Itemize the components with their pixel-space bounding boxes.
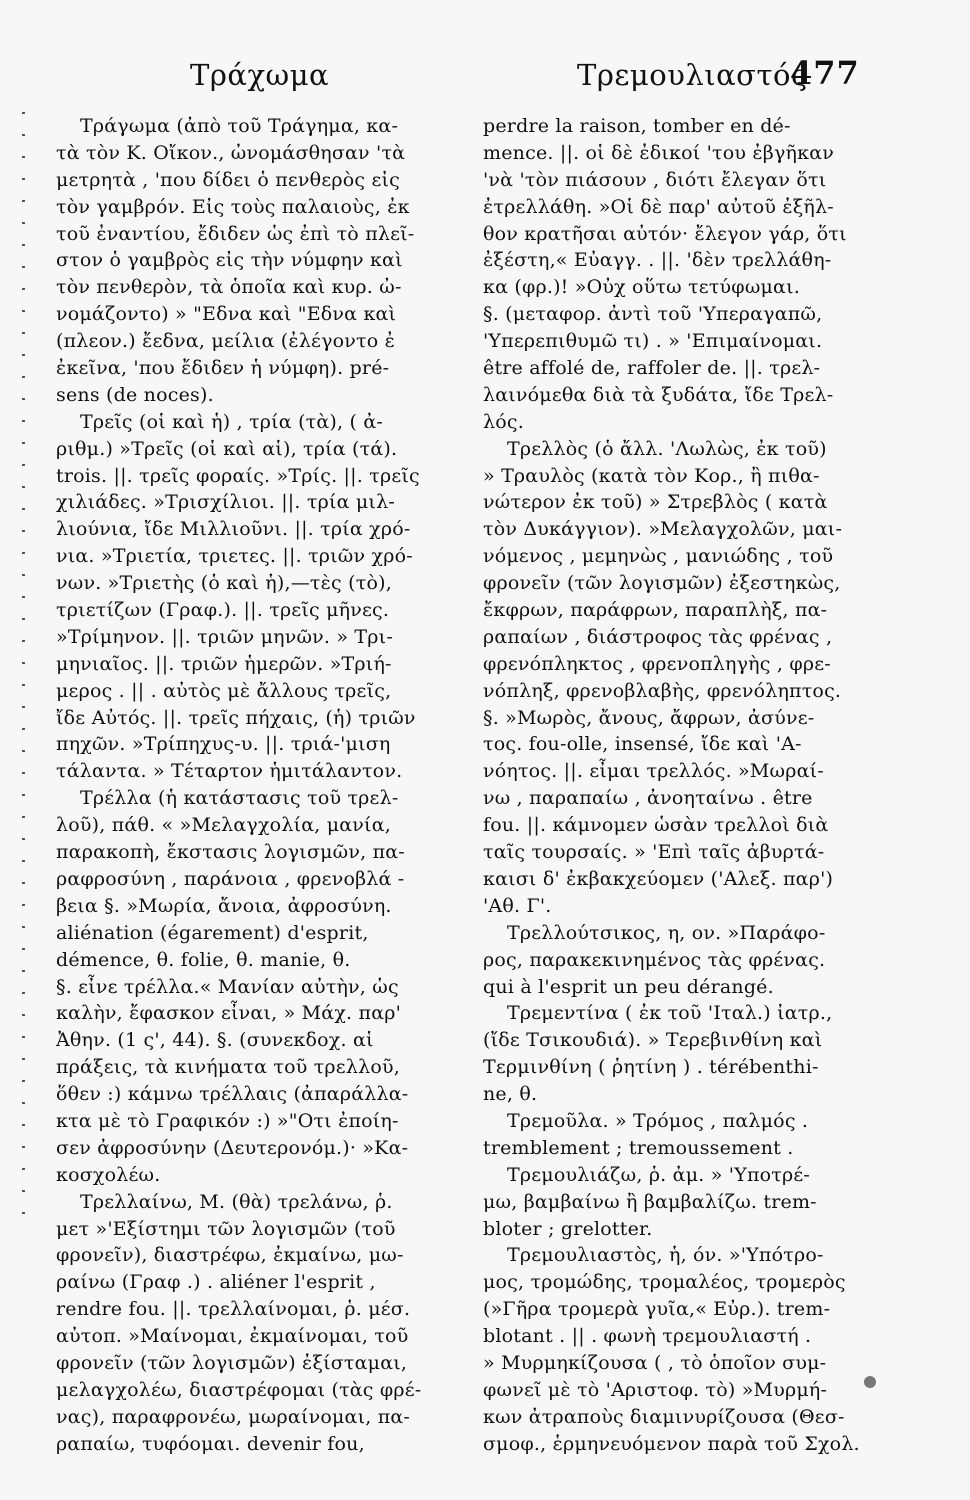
text-line: πηχῶν. »Τρίπηχυς-υ. ||. τριά-'μιση [56, 733, 391, 756]
text-line: μος, τρομώδης, τρομαλέος, τρομερὸς [483, 1271, 846, 1294]
text-line: tremblement ; tremoussement . [483, 1136, 794, 1159]
text-line: μετρητὰ , 'που δίδει ὁ πενθερὸς εἰς [56, 168, 400, 191]
text-line: Τρέλλα (ἡ κατάστασις τοῦ τρελ- [80, 787, 399, 810]
text-line: μω, βαμβαίνω ἢ βαμβαλίζω. trem- [483, 1190, 817, 1213]
text-line: μετ »'Εξίστημι τῶν λογισμῶν (τοῦ [56, 1217, 396, 1240]
text-line: sens (de noces). [56, 383, 214, 406]
text-line: νομάζοντο) » "Εδνα καὶ "Εδνα καὶ [56, 303, 397, 326]
text-line: Τρελλαίνω, Μ. (θὰ) τρελάνω, ῥ. [80, 1190, 393, 1213]
text-line: ραπαίων , διάστροφος τὰς φρένας , [483, 625, 833, 648]
text-line: ἐτρελλάθη. »Οἱ δὲ παρ' αὐτοῦ ἐξῆλ- [483, 195, 834, 218]
text-line: λαινόμεθα διὰ τὰ ξυδάτα, ἴδε Τρελ- [483, 383, 834, 406]
text-line: Τρεμουλιαστὸς, ἡ, όν. »'Υπότρο- [507, 1244, 824, 1267]
text-line: ταῖς τουρσαίς. » 'Επὶ ταῖς ἀβυρτά- [483, 841, 825, 864]
text-line: τὸν Δυκάγγιον). »Μελαγχολῶν, μαι- [483, 518, 843, 541]
left-text-column [56, 113, 476, 1458]
text-line: τος. fou-olle, insensé, ἴδε καὶ 'Α- [483, 733, 802, 756]
text-line: κα (φρ.)! »Οὐχ οὕτω τετύφωμαι. [483, 276, 800, 299]
text-line: Τράγωμα (ἀπὸ τοῦ Τράγημα, κα- [80, 115, 399, 137]
text-line: Τερμινθίνη ( ῥητίνη ) . térébenthi- [483, 1056, 819, 1079]
text-line: §. εἶνε τρέλλα.« Μανίαν αὐτὴν, ὡς [56, 975, 399, 998]
text-line: perdre la raison, tomber en dé- [483, 115, 791, 137]
text-line: λός. [483, 410, 524, 433]
text-line: χιλιάδες. »Τρισχίλιοι. ||. τρία μιλ- [56, 491, 395, 514]
text-line: κοσχολέω. [56, 1163, 161, 1186]
text-line: τοῦ ἐναντίου, ἔδιδεν ὡς ἐπὶ τὸ πλεῖ- [56, 222, 415, 245]
text-line: ρος, παρακεκινημένος τὰς φρένας. [483, 948, 826, 971]
text-line: trois. ||. τρεῖς φοραίς. »Τρίς. ||. τρεῖς [56, 464, 420, 487]
text-line: παρακοπὴ, ἔκστασις λογισμῶν, πα- [56, 841, 405, 864]
text-line: §. (μεταφορ. ἀντὶ τοῦ 'Υπεραγαπῶ, [483, 303, 823, 326]
text-line: φρονεῖν (τῶν λογισμῶν) ἐξίσταμαι, [56, 1351, 408, 1374]
text-line: κτα μὲ τὸ Γραφικόν :) »"Οτι ἐποίη- [56, 1109, 399, 1132]
text-line: σμοφ., ἑρμηνευόμενον παρὰ τοῦ Σχολ. [483, 1432, 860, 1455]
text-line: νόπληξ, φρενοβλαβὴς, φρενόληπτος. [483, 679, 842, 702]
text-line: κων ἀτραποὺς διαμινυρίζουσα (Θεσ- [483, 1405, 845, 1428]
text-line: ἴδε Αὐτός. ||. τρεῖς πήχαις, (ἡ) τριῶν [56, 706, 416, 729]
text-line: Τρεῖς (οἱ καὶ ἡ) , τρία (τὰ), ( ἀ- [80, 410, 384, 433]
text-line: 'Υπερεπιθυμῶ τι) . » 'Επιμαίνομαι. [483, 330, 823, 353]
text-line: » Μυρμηκίζουσα ( , τὸ ὁποῖον συμ- [483, 1351, 827, 1374]
right-text-column [483, 113, 903, 1458]
text-line: νω , παραπαίω , ἀνοηταίνω . être [483, 787, 813, 810]
text-line: (»Γῆρα τρομερὰ γυῖα,« Εὐρ.). trem- [483, 1298, 831, 1321]
text-line: νια. »Τριετία, τριετες. ||. τριῶν χρό- [56, 545, 413, 568]
text-line: ne, θ. [483, 1083, 538, 1106]
text-line: ραίνω (Γραφ .) . aliéner l'esprit , [56, 1271, 376, 1294]
text-line: Τρεμουλιάζω, ῥ. ἀμ. » 'Υποτρέ- [507, 1163, 811, 1186]
text-line: (ἴδε Τσικουδιά). » Τερεβινθίνη καὶ [483, 1029, 823, 1052]
text-line: στον ὁ γαμβρὸς εἰς τὴν νύμφην καὶ [56, 249, 403, 272]
text-line: τάλαντα. » Τέταρτον ἡμιτάλαντον. [56, 760, 403, 783]
right-running-head: Τρεμουλιαστός [577, 58, 808, 92]
text-line: 'νὰ 'τὸν πιάσουν , διότι ἔλεγαν ὅτι [483, 168, 827, 191]
text-line: βεια §. »Μωρία, ἄνοια, ἀφροσύνη. [56, 894, 392, 917]
text-line: mence. ||. οἱ δὲ ἐδικοί 'του ἐβγῆκαν [483, 141, 834, 164]
text-line: τὰ τὸν Κ. Οἴκον., ὠνομάσθησαν 'τὰ [56, 141, 406, 164]
text-line: τριετίζων (Γραφ.). ||. τρεῖς μῆνες. [56, 599, 390, 622]
text-line: πράξεις, τὰ κινήματα τοῦ τρελλοῦ, [56, 1056, 400, 1079]
text-line: ραφροσύνη , παράνοια , φρενοβλά - [56, 867, 405, 890]
text-line: τὸν γαμβρόν. Εἰς τοὺς παλαιοὺς, ἐκ [56, 195, 410, 218]
text-line: τὸν πενθερὸν, τὰ ὁποῖα καὶ κυρ. ὠ- [56, 276, 402, 299]
text-line: qui à l'esprit un peu dérangé. [483, 975, 774, 998]
text-line: καλὴν, ἔφασκον εἶναι, » Μάχ. παρ' [56, 1002, 402, 1025]
text-line: ἐκεῖνα, 'που ἔδιδεν ἡ νύμφη). pré- [56, 357, 390, 380]
text-line: »Τρίμηνον. ||. τριῶν μηνῶν. » Τρι- [56, 625, 393, 648]
text-line: ἐξέστη,« Εὐαγγ. . ||. 'δὲν τρελλάθη- [483, 249, 832, 272]
text-line: ριθμ.) »Τρεῖς (οἱ καὶ αἱ), τρία (τά). [56, 437, 398, 460]
left-running-head: Τράχωμα [190, 58, 330, 92]
text-line: αὐτοπ. »Μαίνομαι, ἐκμαίνομαι, τοῦ [56, 1325, 409, 1348]
text-line: blotant . || . φωνὴ τρεμουλιαστή . [483, 1325, 812, 1348]
text-line: θον κρατῆσαι αὐτόν· ἔλεγον γάρ, ὅτι [483, 222, 847, 245]
text-line: λοῦ), πάθ. « »Μελαγχολία, μανία, [56, 814, 391, 837]
left-margin-binding-marks [22, 112, 25, 1232]
text-line: (πλεον.) ἔεδνα, μείλια (ἐλέγοντο ἐ [56, 330, 396, 353]
text-line: φρενόπληκτος , φρενοπληγὴς , φρε- [483, 652, 831, 675]
text-line: μελαγχολέω, διαστρέφομαι (τὰς φρέ- [56, 1378, 422, 1401]
text-line: Τρεμεντίνα ( ἐκ τοῦ 'Ιταλ.) ἰατρ., [507, 1002, 833, 1025]
text-line: νόητος. ||. εἶμαι τρελλός. »Μωραί- [483, 760, 824, 783]
text-line: Τρελλούτσικος, η, ον. »Παράφο- [507, 921, 826, 944]
text-line: σεν ἀφροσύνην (Δευτερονόμ.)· »Κα- [56, 1136, 409, 1159]
text-line: §. »Μωρὸς, ἄνους, ἄφρων, ἀσύνε- [483, 706, 815, 729]
text-line: καισι δ' ἐκβακχεύομεν ('Αλεξ. παρ') [483, 867, 834, 890]
text-line: démence, θ. folie, θ. manie, θ. [56, 948, 351, 971]
text-line: νας), παραφρονέω, μωραίνομαι, πα- [56, 1405, 411, 1428]
text-line: ἔκφρων, παράφρων, παραπλὴξ, πα- [483, 599, 828, 622]
text-line: λιούνια, ἴδε Μιλλιοῦνι. ||. τρία χρό- [56, 518, 411, 541]
text-line: Τρελλὸς (ὁ ἄλλ. 'Λωλὼς, ἐκ τοῦ) [507, 437, 827, 460]
text-line: Τρεμοῦλα. » Τρόμος , παλμός . [507, 1109, 809, 1132]
text-line: Ἀθην. (1 ς', 44). §. (συνεκδοχ. αἱ [56, 1029, 374, 1052]
text-line: aliénation (égarement) d'esprit, [56, 921, 369, 944]
text-line: 'Αθ. Γ'. [483, 894, 552, 917]
text-line: fou. ||. κάμνομεν ὡσὰν τρελλοὶ διὰ [483, 814, 829, 837]
text-line: φωνεῖ μὲ τὸ 'Αριστοφ. τὸ) »Μυρμή- [483, 1378, 828, 1401]
text-line: ραπαίω, τυφόομαι. devenir fou, [56, 1432, 365, 1455]
text-line: être affolé de, raffoler de. ||. τρελ- [483, 357, 821, 380]
text-line: bloter ; grelotter. [483, 1217, 653, 1240]
text-line: φρονεῖν), διαστρέφω, ἐκμαίνω, μω- [56, 1244, 404, 1267]
text-line: rendre fou. ||. τρελλαίνομαι, ῥ. μέσ. [56, 1298, 411, 1321]
text-line: φρονεῖν (τῶν λογισμῶν) ἐξεστηκὼς, [483, 572, 841, 595]
text-line: μερος . || . αὐτὸς μὲ ἄλλους τρεῖς, [56, 679, 392, 702]
page-number: 477 [790, 54, 860, 92]
text-line: » Τραυλὸς (κατὰ τὸν Κορ., ἢ πιθα- [483, 464, 820, 487]
text-line: νώτερον ἐκ τοῦ) » Στρεβλὸς ( κατὰ [483, 491, 828, 514]
text-line: ὅθεν :) κάμνω τρέλλαις (ἀπαράλλα- [56, 1083, 409, 1106]
text-line: νων. »Τριετὴς (ὁ καὶ ἡ),—τὲς (τὸ), [56, 572, 392, 595]
text-line: νόμενος , μεμηνὼς , μανιώδης , τοῦ [483, 545, 834, 568]
text-line: μηνιαῖος. ||. τριῶν ἡμερῶν. »Τριή- [56, 652, 392, 675]
ink-spot [864, 1376, 876, 1388]
